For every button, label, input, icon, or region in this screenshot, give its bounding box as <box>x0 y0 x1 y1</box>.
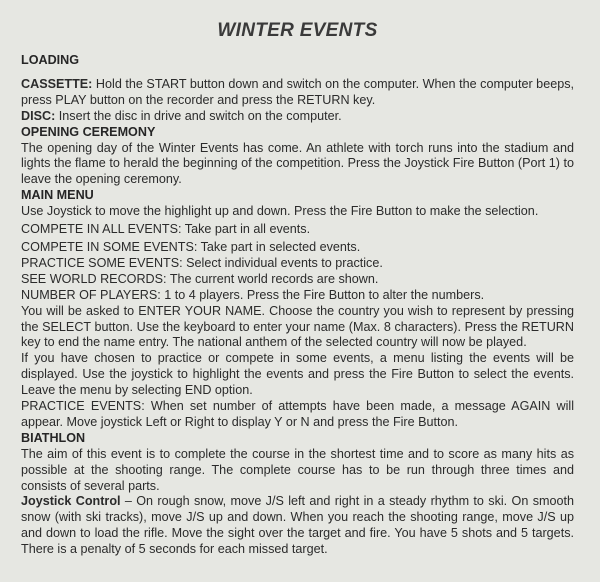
menu-item-compete-all: COMPETE IN ALL EVENTS: Take part in all events. <box>21 222 311 237</box>
menu-item-number-of-players: NUMBER OF PLAYERS: 1 to 4 players. Press the Fire Button to alter the numbers. <box>21 287 485 302</box>
main-menu-intro: Use Joystick to move the highlight up and down. Press the Fire Button to make the selection. <box>21 204 539 219</box>
opening-heading: OPENING CEREMONY <box>21 124 156 139</box>
page-title: WINTER EVENTS <box>217 20 378 41</box>
menu-item-compete-some: COMPETE IN SOME EVENTS: Take part in selected events. <box>21 239 361 254</box>
disc-label: DISC: <box>21 108 56 123</box>
disc-text: Insert the disc in drive and switch on the computer. <box>55 108 342 123</box>
manual-content <box>21 53 574 558</box>
name-entry-text: You will be asked to ENTER YOUR NAME. Choose the country you wish to represent by pressing the SELECT button. Use the keyboard to enter your name (Max. 8 characters). Press the RETURN key to end the name entry. The national anthem of the selected country will now be played. <box>21 303 574 350</box>
menu-item-world-records: SEE WORLD RECORDS: The current world records are shown. <box>21 271 379 286</box>
menu-item-practice-some: PRACTICE SOME EVENTS: Select individual events to practice. <box>21 255 383 270</box>
disc-instructions <box>21 109 574 125</box>
biathlon-aim: The aim of this event is to complete the course in the shortest time and to score as many hits as possible at the shooting range. The complete course has to be run through three times and consists of several parts. <box>21 446 574 493</box>
joystick-control <box>21 494 574 558</box>
joystick-control-text: – On rough snow, move J/S left and right in a steady rhythm to ski. On smooth snow (with ski tracks), move J/S up and down. When you reach the shooting range, move J/S up and down to load the rifle. Move the sight over the target and fire. You have 5 shots and 5 targets. There is a penalty of 5 seconds for each missed target. <box>21 494 574 557</box>
cassette-text: Hold the START button down and switch on the computer. When the computer beeps, press PLAY button on the recorder and press the RETURN key. <box>21 76 574 107</box>
main-menu-heading: MAIN MENU <box>21 188 94 203</box>
biathlon-heading: BIATHLON <box>21 430 86 445</box>
practice-events-text: PRACTICE EVENTS: When set number of attempts have been made, a message AGAIN will appear. Move joystick Left or Right to display Y or N and press the Fire Button. <box>21 399 574 429</box>
practice-note-text: If you have chosen to practice or compete in some events, a menu listing the events will be displayed. Use the joystick to highlight the events and press the Fire Button to select the events. Leave the menu by selecting END option. <box>21 351 574 398</box>
opening-text: The opening day of the Winter Events has come. An athlete with torch runs into the stadium and lights the flame to herald the beginning of the competition. Press the Joystick Fire Button (Port 1) to leave the opening ceremony. <box>21 140 574 187</box>
cassette-instructions <box>21 77 574 109</box>
cassette-label: CASSETTE: <box>21 76 93 91</box>
loading-heading: LOADING <box>21 53 80 67</box>
joystick-control-label: Joystick Control <box>21 494 121 509</box>
